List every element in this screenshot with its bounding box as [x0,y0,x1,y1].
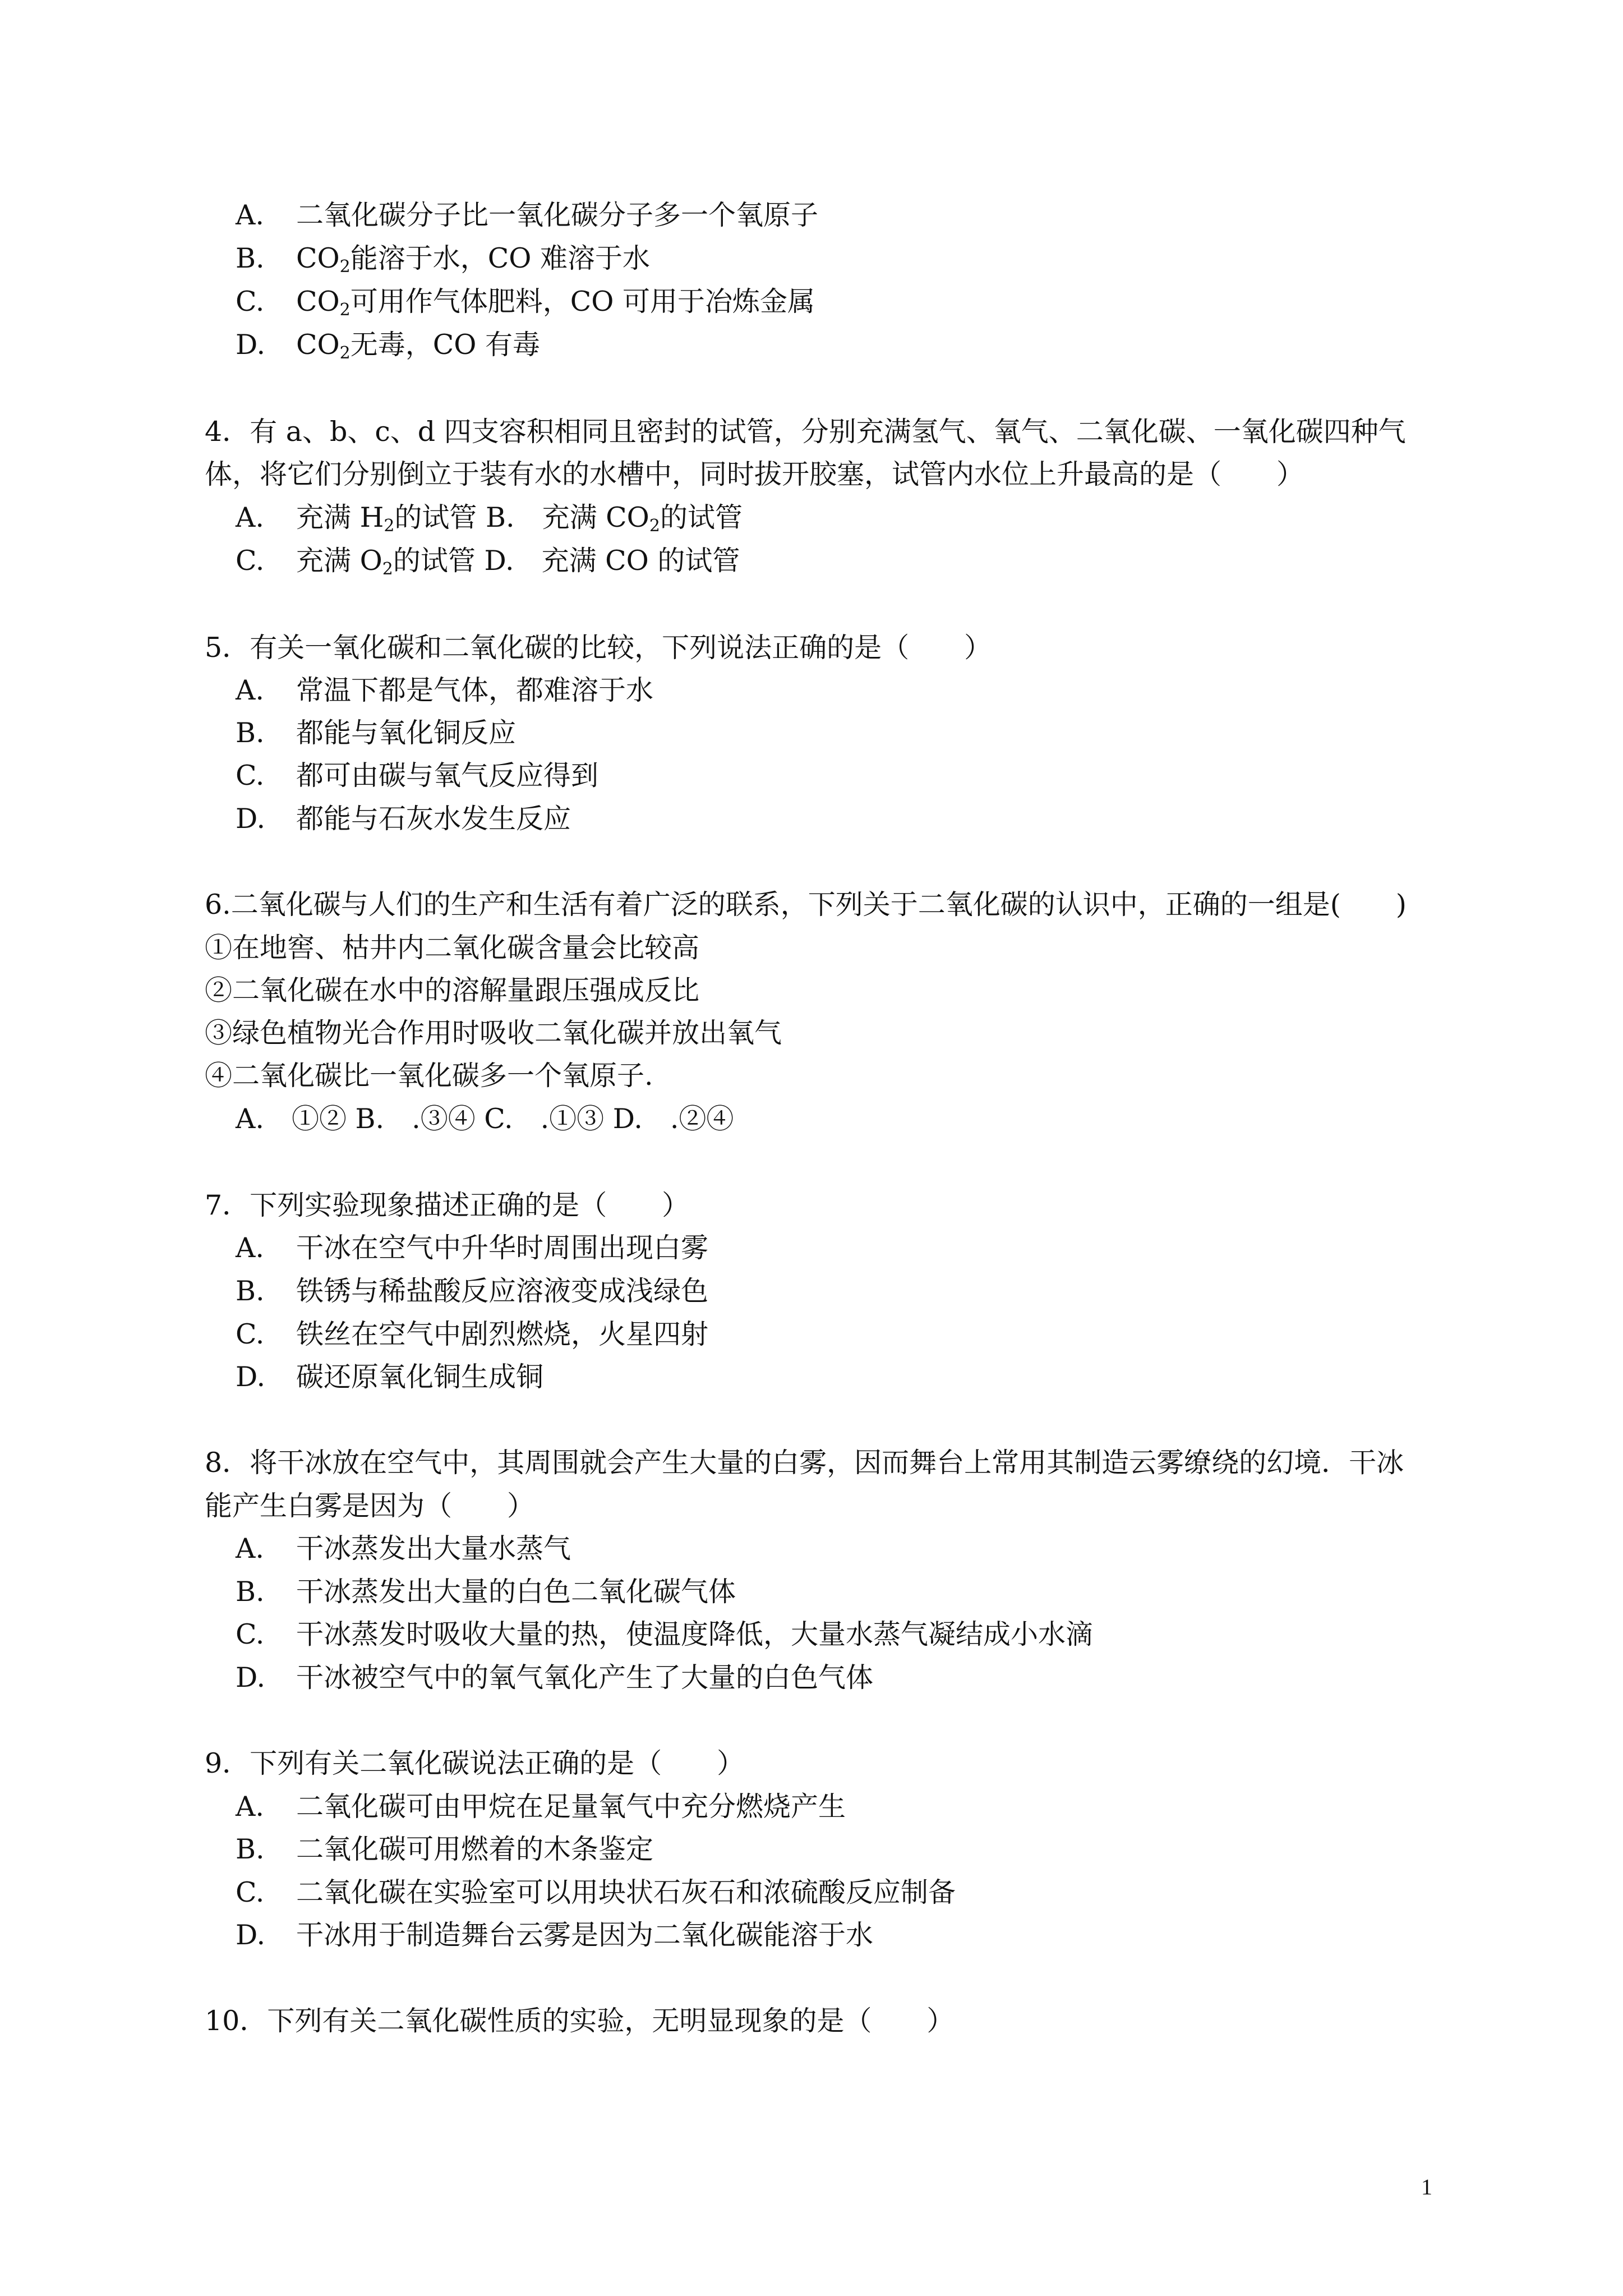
subscript: 2 [382,559,393,579]
option-text: 都能与石灰水发生反应 [296,803,571,835]
q7-stem: 7．下列实验现象描述正确的是（ ） [205,1189,690,1221]
option-text: 铁锈与稀盐酸反应溶液变成浅绿色 [296,1275,709,1307]
option-text: 二氧化碳在实验室可以用块状石灰石和浓硫酸反应制备 [296,1876,956,1908]
option-label: D. [236,1919,266,1951]
q6-statement-1: ①在地窖、枯井内二氧化碳含量会比较高 [205,932,700,964]
option-label: A. [236,1232,264,1264]
q9-option-b [236,1833,653,1866]
option-label: D. [236,803,266,835]
option-label: C. [236,286,265,318]
q7-option-a [236,1231,708,1265]
q5-option-a [236,674,653,707]
option-text: 充满 O [296,545,382,577]
q6-statement-3: ③绿色植物光合作用时吸收二氧化碳并放出氧气 [205,1017,782,1049]
option-text: 干冰被空气中的氧气氧化产生了大量的白色气体 [296,1662,874,1694]
q10-stem: 10．下列有关二氧化碳性质的实验，无明显现象的是（ ） [205,2005,955,2037]
q8-option-b [236,1575,736,1609]
option-text: 充满 H [296,501,384,533]
option-label: C. [236,1318,265,1350]
option-label: C. [236,1618,265,1650]
option-label: A. [236,674,264,706]
option-label: C. [236,760,265,792]
option-text: 二氧化碳可由甲烷在足量氧气中充分燃烧产生 [296,1791,846,1823]
q5-option-b [236,716,516,750]
subscript: 2 [339,300,351,320]
q5-stem: 5．有关一氧化碳和二氧化碳的比较，下列说法正确的是（ ） [205,632,992,664]
option-text: 无毒，CO 有毒 [350,329,541,361]
q9-option-a [236,1790,846,1824]
option-label: B. [236,1833,265,1865]
option-label: A. [236,501,264,533]
option-text: 都能与氧化铜反应 [296,717,517,749]
q5-option-d [236,802,571,836]
q8-option-c [236,1618,1093,1651]
option-label: D. [484,545,514,577]
subscript: 2 [339,343,351,363]
option-label: B. [236,717,265,749]
option-text: 都可由碳与氧气反应得到 [296,760,599,792]
q9-stem: 9．下列有关二氧化碳说法正确的是（ ） [205,1747,745,1779]
option-label: D. [236,1361,266,1393]
q4-options-row-2 [236,544,740,586]
formula-co: CO [296,242,340,274]
q6-statement-2: ②二氧化碳在水中的溶解量跟压强成反比 [205,974,700,1006]
q6-stem: 6.二氧化碳与人们的生产和生活有着广泛的联系，下列关于二氧化碳的认识中，正确的一组是( ) [205,889,1407,921]
option-label: A. [236,1533,264,1565]
formula-co: CO [296,329,340,361]
q8-stem-line-1: 8．将干冰放在空气中，其周围就会产生大量的白雾，因而舞台上常用其制造云雾缭绕的幻境．干冰 [205,1447,1404,1479]
option-text: 可用作气体肥料，CO 可用于冶炼金属 [350,286,815,318]
option-text: 干冰蒸发出大量水蒸气 [296,1533,571,1565]
q7-option-d [236,1360,543,1394]
subscript: 2 [649,516,660,536]
option-text: 干冰蒸发时吸收大量的热，使温度降低，大量水蒸气凝结成小水滴 [296,1618,1094,1650]
option-label: B. [236,1576,265,1608]
option-label: D. [236,329,266,361]
option-text: 铁丝在空气中剧烈燃烧，火星四射 [296,1318,709,1350]
q9-option-d [236,1918,873,1952]
option-text: 常温下都是气体，都难溶于水 [296,674,654,706]
option-text: 能溶于水，CO 难溶于水 [350,242,651,274]
formula-co: CO [296,286,340,318]
option-label: C. [236,545,265,577]
q4-stem-line-2: 体，将它们分别倒立于装有水的水槽中，同时拔开胶塞，试管内水位上升最高的是（ ） [205,458,1304,490]
option-label: A. [236,199,264,231]
q4-options-row-1 [236,501,743,543]
subscript: 2 [384,516,395,536]
subscript: 2 [339,257,351,277]
q8-option-d [236,1661,873,1695]
q4-stem-line-1: 4．有 a、b、c、d 四支容积相同且密封的试管，分别充满氢气、氧气、二氧化碳、一氧化碳四种气 [205,416,1406,448]
option-text: 的试管 [394,501,477,533]
option-text: 的试管 [660,501,743,533]
option-label: A. [236,1791,264,1823]
option-text: 的试管 [393,545,476,577]
option-text: 充满 CO 的试管 [541,545,740,577]
option-text: 充满 CO [542,501,649,533]
q3-option-a [236,199,818,232]
option-text: 二氧化碳可用燃着的木条鉴定 [296,1833,654,1865]
q3-option-b [236,242,650,284]
option-text: 干冰蒸发出大量的白色二氧化碳气体 [296,1576,736,1608]
q6-options: A. ①② B. .③④ C. .①③ D. .②④ [236,1103,734,1135]
option-text: 二氧化碳分子比一氧化碳分子多一个氧原子 [296,199,819,231]
option-label: C. [236,1876,265,1908]
q8-option-a [236,1532,571,1566]
q8-stem-line-2: 能产生白雾是因为（ ） [205,1490,535,1522]
option-label: B. [486,501,515,533]
q3-option-d [236,328,540,370]
q7-option-b [236,1274,708,1308]
q5-option-c [236,759,598,793]
option-text: 碳还原氧化铜生成铜 [296,1361,544,1393]
option-label: B. [236,242,265,274]
q3-option-c [236,285,815,327]
option-label: D. [236,1662,266,1694]
q6-statement-4: ④二氧化碳比一氧化碳多一个氧原子. [205,1060,653,1092]
option-text: 干冰用于制造舞台云雾是因为二氧化碳能溶于水 [296,1919,874,1951]
option-label: B. [236,1275,265,1307]
q9-option-c [236,1876,956,1910]
q7-option-c [236,1318,708,1351]
option-text: 干冰在空气中升华时周围出现白雾 [296,1232,709,1264]
page-number: 1 [1421,2174,1432,2200]
